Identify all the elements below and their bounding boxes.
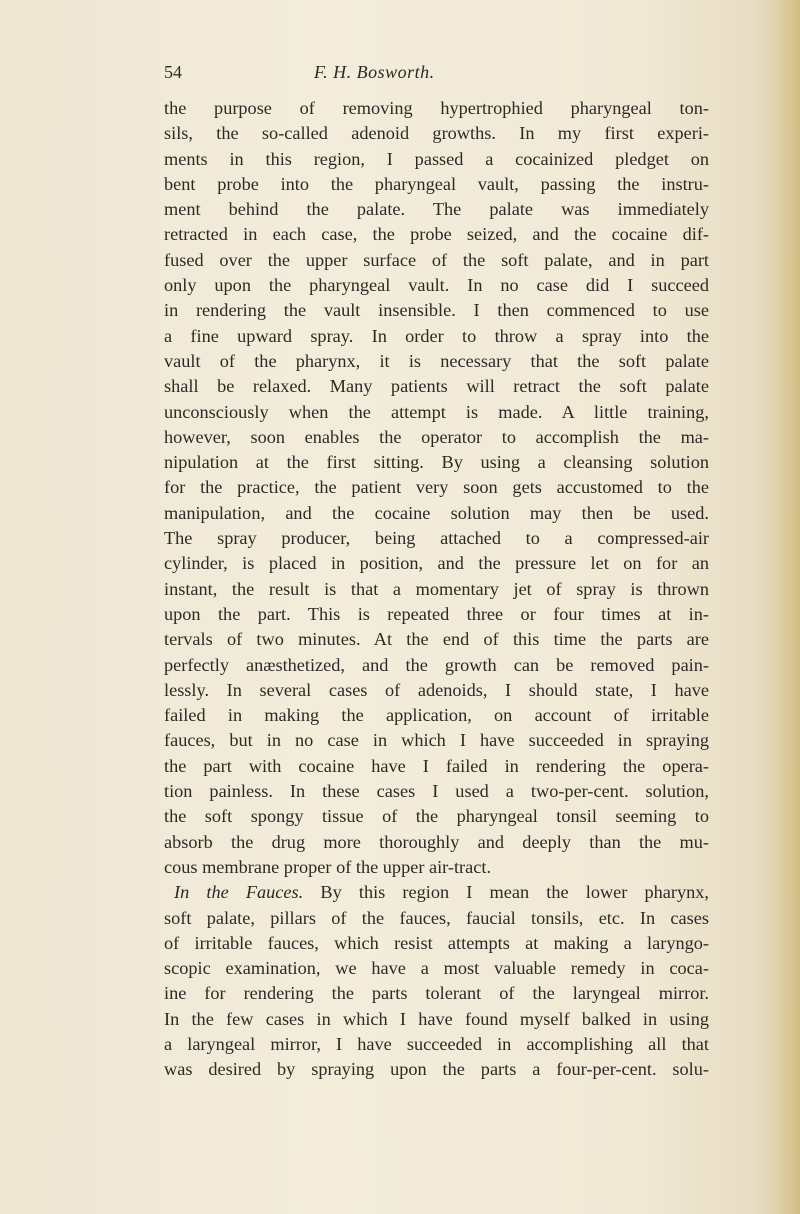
text-line: only upon the pharyngeal vault. In no case did I succeed	[164, 275, 709, 296]
section-first-line	[164, 880, 709, 905]
text-line: fused over the upper surface of the soft palate, and in part	[164, 249, 709, 270]
text-line: for the practice, the patient very soon gets accustomed to the	[164, 477, 709, 498]
section-heading: In the Fauces.	[174, 882, 304, 903]
text-line: scopic examination, we have a most valuable remedy in coca-	[164, 958, 709, 979]
text-line: tervals of two minutes. At the end of this time the parts are	[164, 629, 709, 650]
text-line: the part with cocaine have I failed in rendering the opera-	[164, 755, 709, 776]
text-line: In the few cases in which I have found myself balked in using	[164, 1008, 709, 1029]
text-line: sils, the so-called adenoid growths. In my first experi-	[164, 123, 709, 144]
text-line: ine for rendering the parts tolerant of the laryngeal mirror.	[164, 983, 709, 1004]
section-line-text: By this region I mean the lower pharynx,	[303, 882, 709, 903]
text-line: in rendering the vault insensible. I then commenced to use	[164, 300, 709, 321]
text-line: was desired by spraying upon the parts a four-per-cent. solu-	[164, 1059, 709, 1080]
text-line: the soft spongy tissue of the pharyngeal tonsil seeming to	[164, 806, 709, 827]
text-line: however, soon enables the operator to accomplish the ma-	[164, 426, 709, 447]
text-line: a laryngeal mirror, I have succeeded in accomplishing all that	[164, 1033, 709, 1054]
text-line: cylinder, is placed in position, and the pressure let on for an	[164, 553, 709, 574]
text-line: failed in making the application, on account of irritable	[164, 705, 709, 726]
text-line: absorb the drug more thoroughly and deeply than the mu-	[164, 831, 709, 852]
text-line: nipulation at the first sitting. By using a cleansing solution	[164, 452, 709, 473]
text-line: unconsciously when the attempt is made. A little training,	[164, 401, 709, 422]
running-head: F. H. Bosworth.	[314, 62, 435, 82]
text-line: tion painless. In these cases I used a two-per-cent. solution,	[164, 781, 709, 802]
text-line: the purpose of removing hypertrophied pharyngeal ton-	[164, 98, 709, 118]
text-line: lessly. In several cases of adenoids, I should state, I have	[164, 679, 709, 700]
text-line: bent probe into the pharyngeal vault, passing the instru-	[164, 173, 709, 194]
text-line: vault of the pharynx, it is necessary that the soft palate	[164, 350, 709, 371]
text-line: soft palate, pillars of the fauces, faucial tonsils, etc. In cases	[164, 907, 709, 928]
text-line: shall be relaxed. Many patients will retract the soft palate	[164, 376, 709, 397]
text-line: upon the part. This is repeated three or four times at in-	[164, 603, 709, 624]
page-header	[164, 62, 704, 88]
text-line: retracted in each case, the probe seized, and the cocaine dif-	[164, 224, 709, 245]
body-text	[164, 96, 709, 1083]
page-number: 54	[164, 62, 182, 82]
page-edge-shading	[774, 0, 800, 1214]
text-line: fauces, but in no case in which I have succeeded in spraying	[164, 730, 709, 751]
text-line: of irritable fauces, which resist attempts at making a laryngo-	[164, 932, 709, 953]
text-line: perfectly anæsthetized, and the growth can be removed pain-	[164, 654, 709, 675]
text-line: ments in this region, I passed a cocainized pledget on	[164, 148, 709, 169]
text-line: instant, the result is that a momentary jet of spray is thrown	[164, 578, 709, 599]
text-line: cous membrane proper of the upper air-tract.	[164, 856, 492, 877]
text-line: manipulation, and the cocaine solution may then be used.	[164, 502, 709, 523]
text-line: The spray producer, being attached to a compressed-air	[164, 528, 709, 549]
text-line: a fine upward spray. In order to throw a spray into the	[164, 325, 709, 346]
text-line: ment behind the palate. The palate was immediately	[164, 199, 709, 220]
